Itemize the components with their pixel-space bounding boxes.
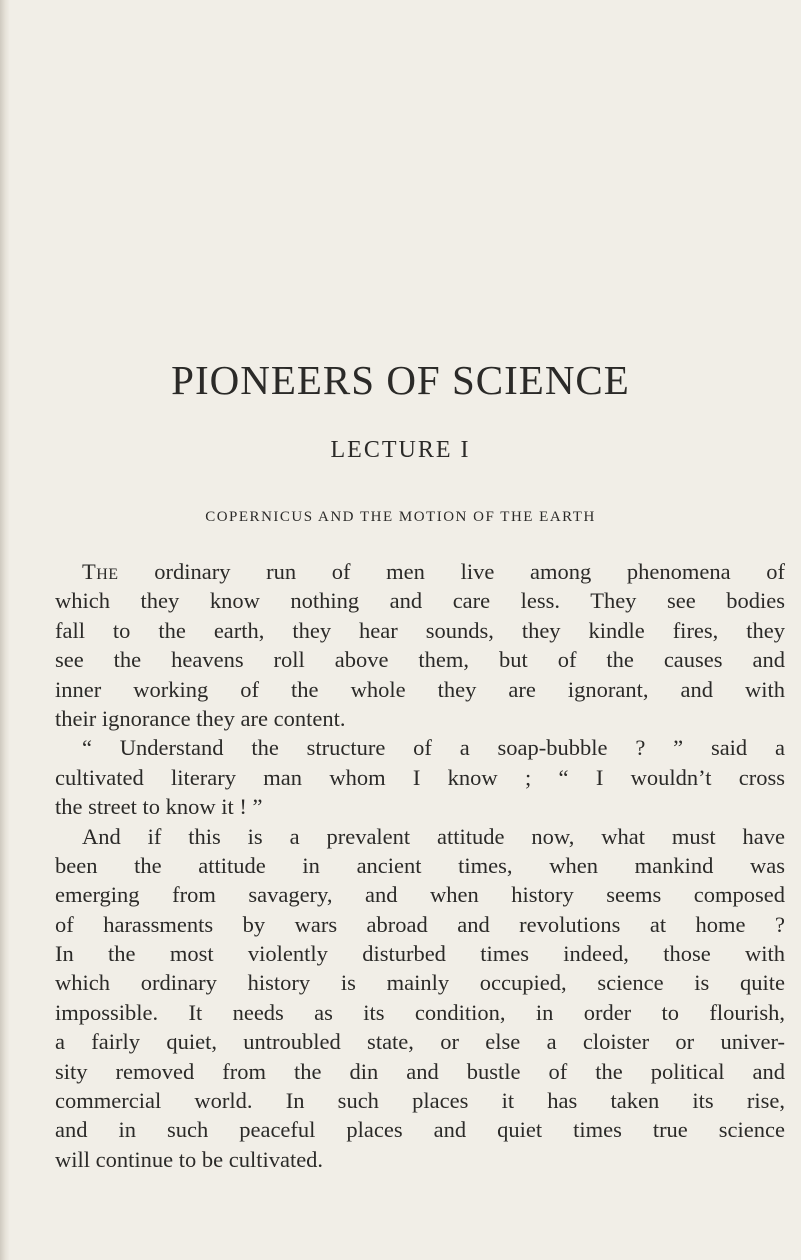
body-text [55,557,785,1174]
chapter-subtitle: COPERNICUS AND THE MOTION OF THE EARTH [205,509,596,525]
line-text: ordinary run of men live among phenomena of [118,559,785,584]
paragraph-line: been the attitude in ancient times, when mankind was [55,852,785,878]
paragraph-line: sity removed from the din and bustle of the political and [55,1058,785,1084]
paragraph-line: fall to the earth, they hear sounds, they kindle fires, they [55,617,785,643]
paragraph-line: will continue to be cultivated. [55,1146,324,1172]
paragraph-line: see the heavens roll above them, but of the causes and [55,647,785,673]
paragraph-line: the street to know it ! ” [55,794,263,820]
paragraph-line: “ Understand the structure of a soap-bubble ? ” said a [82,735,785,761]
paragraph-line: commercial world. In such places it has taken its rise, [55,1088,785,1114]
lecture-heading: LECTURE I [330,437,471,463]
opening-word: The [82,559,119,584]
paragraph-line: inner working of the whole they are ignorant, and with [55,676,785,702]
paragraph-line: emerging from savagery, and when history seems composed [55,882,785,908]
paragraph-line: a fairly quiet, untroubled state, or else a cloister or univer- [55,1029,785,1055]
paragraph-line: of harassments by wars abroad and revolutions at home ? [55,911,785,937]
paragraph-line: and in such peaceful places and quiet times true science [55,1117,785,1143]
paragraph-line [55,557,785,586]
paragraph-line: And if this is a prevalent attitude now, what must have [82,823,785,849]
paragraph-line: their ignorance they are content. [55,705,346,731]
paragraph-line: impossible. It needs as its condition, in order to flourish, [55,999,785,1025]
paragraph-line: which they know nothing and care less. They see bodies [55,588,785,614]
paragraph-line: which ordinary history is mainly occupied, science is quite [55,970,785,996]
paragraph-line: cultivated literary man whom I know ; “ I wouldn’t cross [55,764,785,790]
book-title: PIONEERS OF SCIENCE [171,357,630,403]
paragraph-line: In the most violently disturbed times indeed, those with [55,941,785,967]
